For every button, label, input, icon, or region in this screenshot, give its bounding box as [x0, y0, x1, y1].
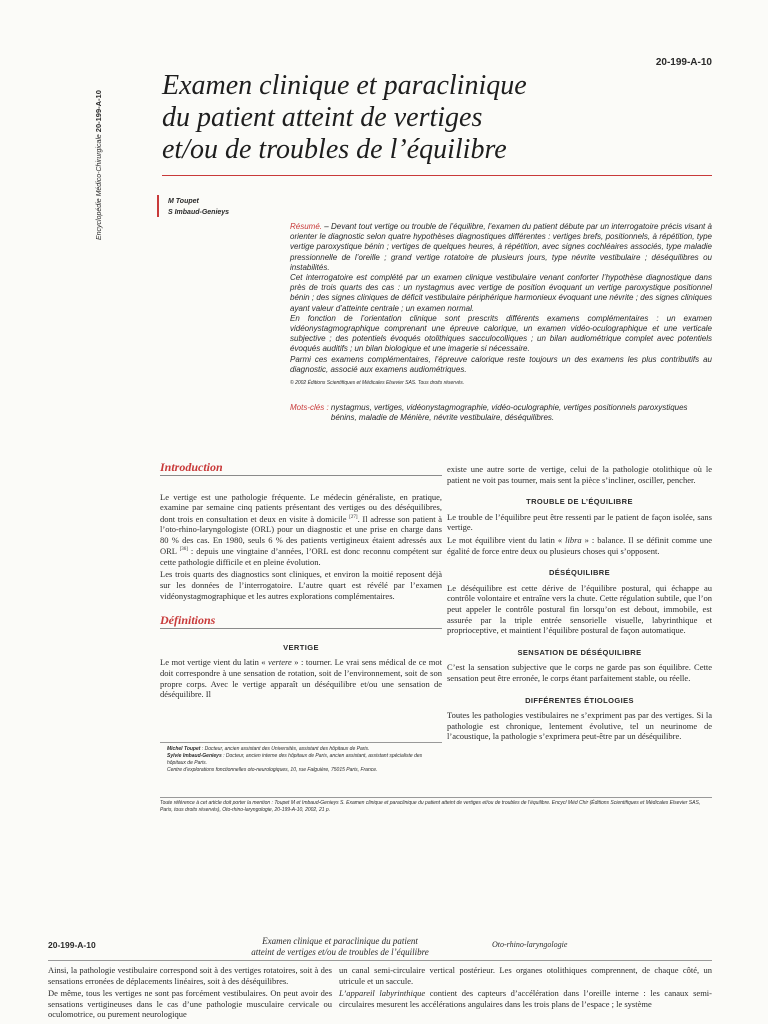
intro-paragraph: Le vertige est une pathologie fréquente. Le médecin généraliste, en pratique, examine par semaine cinq patients présentant des vertiges ou des déséquilibres, dont trois en consultation et deux en visite à domicile [27]. Il adresse son patient à l’oto-rhino-laryngologiste (ORL) pour un diagnostic et une prise en charge dans 80 % des cas. En 1980, seuls 6 % des patients vertigineux étaient adressés aux ORL [36] : depuis une vingtaine d’années, l’ORL est donc reconnu compétent sur cette pathologie difficile et en pleine évolution. [160, 491, 443, 567]
abstract-paragraph: Parmi ces examens complémentaires, l’épreuve calorique reste toujours un des examens les plus contributifs au diagnostic, associé aux examens audiométriques. [290, 354, 712, 374]
abstract-label: Résumé. [290, 222, 323, 231]
citation-rule [160, 797, 712, 798]
title-divider [162, 175, 712, 176]
left-column [160, 462, 442, 702]
section-rule [160, 475, 442, 476]
keywords-label: Mots-clés : [290, 403, 329, 412]
section-rule [160, 628, 442, 629]
author-name: S Imbaud-Genieys [168, 209, 230, 216]
page2-left-column [48, 965, 332, 1022]
body-paragraph: Le mot équilibre vient du latin « libra » : balance. Il se définit comme une égalité de force entre deux ou plusieurs choses qui s’opposent. [447, 534, 712, 556]
abstract-paragraph: En fonction de l’orientation clinique sont prescrits différents examens complémentaires : un examen vidéonystagmographique comprenant une épreuve calorique, un examen vidéo-oculographique et une verticale subjective ; des potentiels évoqués otolithiques sacculocolliques ; un bilan audiométrique complet avec potentiels évoqués auditifs ; un bilan biologique et une imagerie si nécessaire. [290, 313, 712, 354]
right-column [447, 464, 712, 744]
page2-right-column [339, 965, 712, 1011]
author-name: M Toupet [168, 198, 199, 205]
copyright-notice: © 2002 Éditions Scientifiques et Médicales Elsevier SAS. Tous droits réservés. [290, 380, 465, 387]
abstract [290, 222, 712, 388]
section-heading-definitions: Définitions [160, 613, 216, 628]
title-line: du patient atteint de vertiges [162, 102, 483, 133]
body-paragraph: Toutes les pathologies vestibulaires ne s’expriment pas par des vertiges. Si la pathologie est chronique, lentement évolutive, tel un neurinome de l’acoustique, la pathologie s’exprimera peut-être par un déséquilibre. [447, 710, 712, 742]
body-paragraph: Le trouble de l’équilibre peut être ressenti par le patient de façon isolée, sans vertige. [447, 511, 712, 533]
title-line: et/ou de troubles de l’équilibre [162, 134, 507, 165]
subheading-etiologies: DIFFÉRENTES ÉTIOLOGIES [525, 695, 634, 705]
intro-paragraph: Les trois quarts des diagnostics sont cliniques, et environ la moitié reposent déjà sur les données de l’interrogatoire. L’autre quart est révélé par l’examen vidéonystagmographique et les autres explorations complémentaires. [160, 569, 442, 601]
affiliation-rule [160, 742, 442, 743]
body-paragraph: Ainsi, la pathologie vestibulaire correspond soit à des vertiges rotatoires, soit à des sensations erronées de déplacements linéaires, soit à des déséquilibres. [48, 965, 332, 986]
title-line: Examen clinique et paraclinique [162, 70, 527, 101]
journal-sidebar [94, 40, 108, 240]
definition-paragraph: Le mot vertige vient du latin « vertere » : tourner. Le vrai sens médical de ce mot doit correspondre à une sensation de rotation, soit de l’environnement, soit de son propre corps. Avec le vertige apparaît un déséquilibre et/ou une sensation de déséquilibre. Il [160, 657, 442, 700]
subheading-sensation: SENSATION DE DÉSÉQUILIBRE [517, 647, 642, 657]
page2-specialty: Oto-rhino-laryngologie [492, 940, 568, 949]
section-heading-introduction: Introduction [160, 460, 223, 474]
subheading-trouble: TROUBLE DE L’ÉQUILIBRE [526, 497, 633, 507]
keywords-text: nystagmus, vertiges, vidéonystagmographie, vidéo-oculographie, vertiges positionnels paroxystiques bénins, maladie de Ménière, névrite vestibulaire, déséquilibres. [330, 403, 688, 423]
abstract-paragraph: – Devant tout vertige ou trouble de l’équilibre, l’examen du patient débute par un interrogatoire précis visant à orienter le diagnostic selon quatre hypothèses diagnostiques différentes : vertiges brefs, positionnels, à répétition, type vertige paroxystique bénin ; vertiges de quelques heures, à répétition, avec signes cochléaires associés, type maladie pressionnelle de l’oreille ; grand vertige rotatoire de plusieurs jours, type névrite vestibulaire ; déséquilibres ou instabilités. [290, 222, 712, 272]
body-paragraph: De même, tous les vertiges ne sont pas forcément vestibulaires. On peut avoir des sensations vertigineuses dans le cas d’une pathologie musculaire cervicale ou oculomotrice, ou purement neurologique [48, 988, 332, 1020]
sidebar-code: 20-199-A-10 [94, 90, 103, 133]
keywords [290, 403, 712, 423]
article-title [162, 70, 702, 166]
subheading-desequilibre: DÉSÉQUILIBRE [548, 568, 611, 578]
journal-name: Encyclopédie Médico-Chirurgicale [96, 134, 103, 240]
affiliation-entry: Sylvie Imbaud-Genieys : Docteur, ancien interne des hôpitaux de Paris, ancien assistant, assistant spécialiste des hôpitaux de Paris. [167, 753, 423, 766]
body-paragraph: C’est la sensation subjective que le corps ne garde pas son équilibre. Cette sensation peut être erronée, le corps étant parfaitement stable, ou réelle. [447, 662, 712, 683]
body-paragraph: Le déséquilibre est cette dérive de l’équilibre postural, qui échappe au contrôle volontaire et entraîne vers la chute. Cette régulation subtile, que l’on peut appeler le contrôle postural fin lorsqu’on est debout, immobile, est assurée par la triple entrée sensorielle visuelle, labyrinthique et proprioceptive, et maintient l’équilibre postural de façon automatique. [447, 582, 712, 636]
subheading-vertige: VERTIGE [283, 642, 319, 652]
abstract-paragraph: Cet interrogatoire est complété par un examen clinique vestibulaire venant conforter l’hypothèse diagnostique dans près de trois quarts des cas : un nystagmus avec vertige de position évoquant un vertige paroxystique positionnel bénin ; des signes cliniques de déficit vestibulaire périphérique harmonieux évoquant une névrite ; des signes cliniques ayant valeur d’atteinte centrale ; un examen normal. [290, 273, 712, 313]
citation-note: Toute référence à cet article doit porter la mention : Toupet M et Imbaud-Genieys S. Examen clinique et paraclinique du patient atteint de vertiges et/ou de troubles de l’équilibre. Encycl Méd Chir (Éditions Scientifiques et Médicales Elsevier SAS, Paris, tous droits réservés), Oto-rhino-laryngologie, 20-199-A-10, 2002, 21 p. [160, 800, 701, 813]
affiliation-entry: Centre d’explorations fonctionnelles oto-neurologiques, 10, rue Falguière, 75015 Paris, France. [167, 767, 378, 773]
affiliation-entry: Michel Toupet : Docteur, ancien assistant des Universités, assistant des hôpitaux de Paris. [167, 746, 370, 752]
reference-code: 20-199-A-10 [655, 57, 712, 68]
author-list [168, 196, 229, 218]
page2-running-title: Examen clinique et paraclinique du patient atteint de vertiges et/ou de troubles de l’équilibre [251, 936, 429, 957]
body-paragraph: un canal semi-circulaire vertical postérieur. Les organes otolithiques comprennent, de chaque côté, un utricule et un saccule. [339, 965, 712, 986]
authors-accent-bar [157, 195, 159, 217]
page2-reference-code: 20-199-A-10 [48, 940, 96, 950]
body-paragraph: L’appareil labyrinthique contient des capteurs d’accélération dans l’oreille interne : les canaux semi-circulaires mesurent les accélérations angulaires dans les trois plans de l’espace ; le système [339, 988, 713, 1009]
page2-header-rule [48, 960, 712, 961]
body-paragraph: existe une autre sorte de vertige, celui de la pathologie otolithique où le patient ne voit pas tourner, mais sent la pièce s’incliner, osciller, pencher. [447, 464, 712, 485]
affiliations [167, 746, 437, 774]
